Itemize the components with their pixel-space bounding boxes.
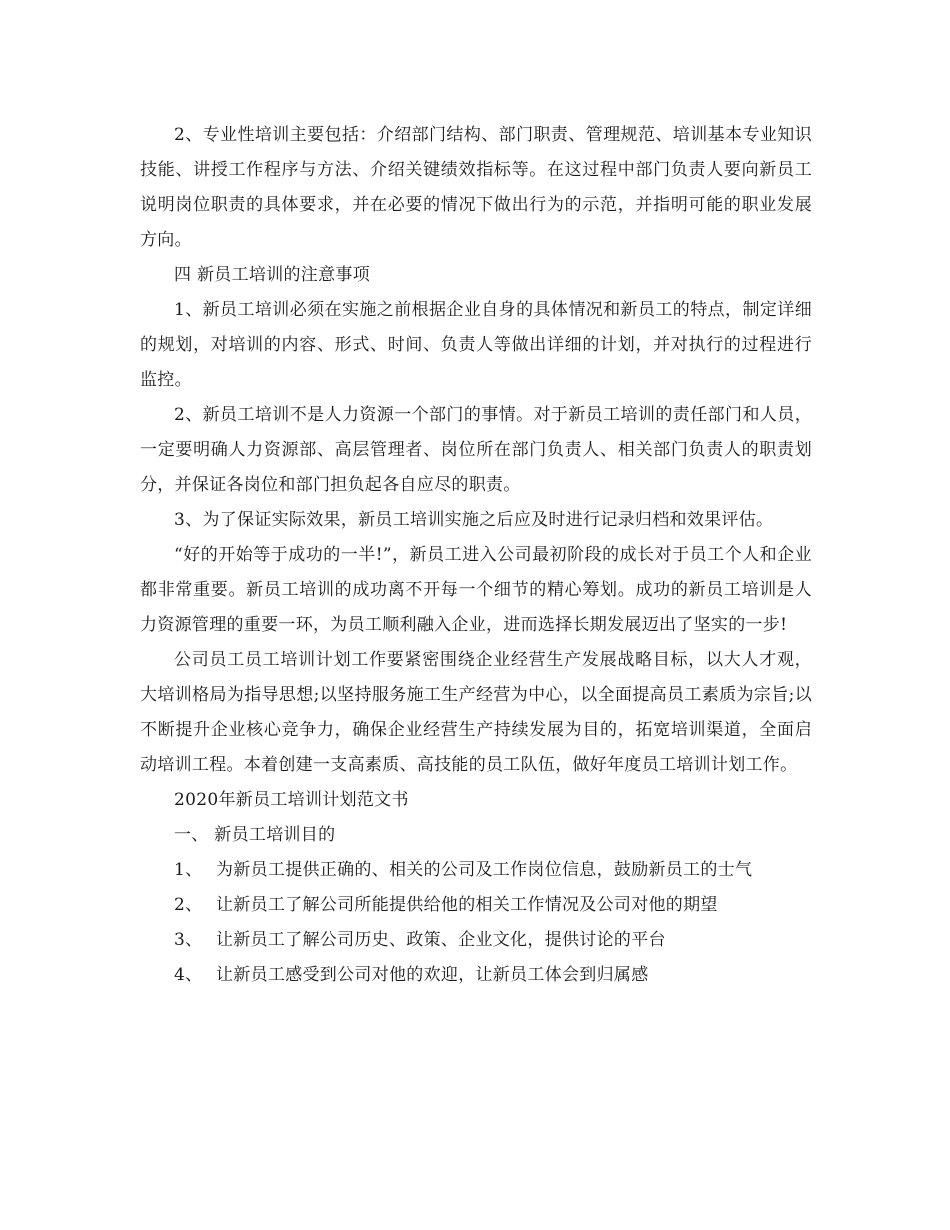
plan-paragraph: 公司员工员工培训计划工作要紧密围绕企业经营生产发展战略目标，以大人才观，大培训格局为指导思想;以坚持服务施工生产经营为中心，以全面提高员工素质为宗旨;以不断提升企业核心竞争力，确保企业经营生产持续发展为目的，拓宽培训渠道，全面启动培训工程。本着创建一支高素质、高技能的员工队伍，做好年度员工培训计划工作。 bbox=[140, 650, 812, 775]
section-4-item-2: 2、新员工培训不是人力资源一个部门的事情。对于新员工培训的责任部门和人员，一定要明确人力资源部、高层管理者、岗位所在部门负责人、相关部门负责人的职责划分，并保证各岗位和部门担负起各自应尽的职责。 bbox=[140, 405, 812, 495]
list-item-text: 为新员工提供正确的、相关的公司及工作岗位信息，鼓励新员工的士气 bbox=[216, 860, 753, 880]
list-item-number: 2、 bbox=[174, 895, 203, 915]
list-item bbox=[140, 958, 812, 993]
list-item bbox=[140, 888, 812, 923]
document-title: 2020年新员工培训计划范文书 bbox=[174, 790, 409, 810]
list-item-number: 1、 bbox=[174, 860, 203, 880]
list-item-text: 让新员工了解公司所能提供给他的相关工作情况及公司对他的期望 bbox=[216, 895, 718, 915]
list-item-number: 3、 bbox=[174, 930, 203, 950]
section-4-item-3: 3、为了保证实际效果，新员工培训实施之后应及时进行记录归档和效果评估。 bbox=[174, 510, 774, 530]
list-item-number: 4、 bbox=[174, 965, 203, 985]
list-item bbox=[140, 923, 812, 958]
document-body bbox=[140, 118, 812, 993]
list-item-text: 让新员工了解公司历史、政策、企业文化，提供讨论的平台 bbox=[216, 930, 666, 950]
paragraph-specialized-training: 2、专业性培训主要包括：介绍部门结构、部门职责、管理规范、培训基本专业知识技能、讲授工作程序与方法、介绍关键绩效指标等。在这过程中部门负责人要向新员工说明岗位职责的具体要求，并在必要的情况下做出行为的示范，并指明可能的职业发展方向。 bbox=[140, 125, 812, 250]
section-4-heading: 四 新员工培训的注意事项 bbox=[174, 265, 371, 285]
list-item bbox=[140, 853, 812, 888]
section-1-heading: 一、 新员工培训目的 bbox=[174, 825, 336, 845]
closing-paragraph: “好的开始等于成功的一半!”，新员工进入公司最初阶段的成长对于员工个人和企业都非常重要。新员工培训的成功离不开每一个细节的精心筹划。成功的新员工培训是人力资源管理的重要一环，为员工顺利融入企业，进而选择长期发展迈出了坚实的一步! bbox=[140, 545, 812, 635]
list-item-text: 让新员工感受到公司对他的欢迎，让新员工体会到归属感 bbox=[216, 965, 649, 985]
section-4-item-1: 1、新员工培训必须在实施之前根据企业自身的具体情况和新员工的特点，制定详细的规划，对培训的内容、形式、时间、负责人等做出详细的计划，并对执行的过程进行监控。 bbox=[140, 300, 812, 390]
